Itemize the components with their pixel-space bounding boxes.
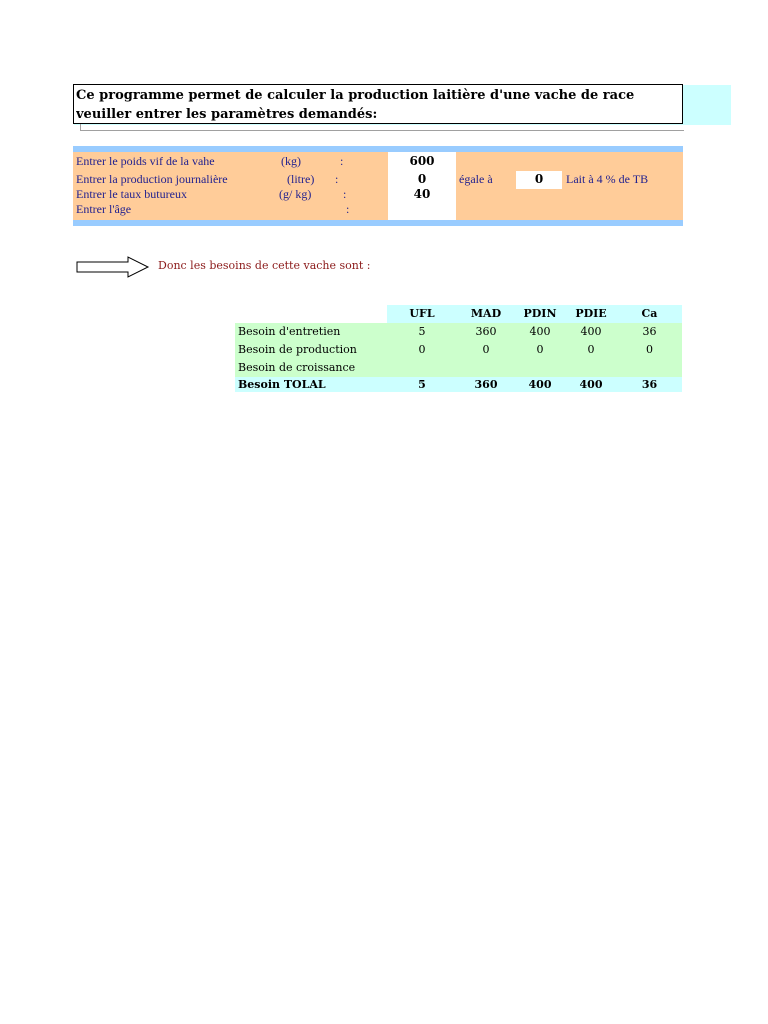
header-text — [76, 86, 682, 124]
weight-unit: (kg) — [281, 154, 301, 168]
table-row-growth — [235, 359, 682, 377]
cell-pdin: 400 — [515, 323, 565, 341]
cell-pdin: 400 — [515, 377, 565, 392]
production-colon: : — [335, 172, 339, 186]
needs-table — [235, 305, 682, 392]
butter-rate-colon: : — [343, 187, 347, 201]
needs-table-container — [235, 305, 682, 392]
cell-pdin: 0 — [515, 341, 565, 359]
cell-pdie: 0 — [565, 341, 617, 359]
table-row-maintenance — [235, 323, 682, 341]
table-header-blank — [235, 305, 387, 323]
header-banner-shadow — [80, 124, 684, 131]
column-header-mad: MAD — [457, 305, 515, 323]
production-unit: (litre) — [287, 172, 315, 186]
equal-label: égale à — [459, 172, 493, 186]
table-header-row — [235, 305, 682, 323]
row-label: Besoin de croissance — [235, 359, 387, 377]
weight-colon: : — [340, 154, 344, 168]
header-line-1: Ce programme permet de calculer la production laitière d'une vache de race — [76, 88, 635, 103]
right-arrow-icon — [76, 256, 150, 278]
cell-pdin — [515, 359, 565, 377]
conclusion-text: Donc les besoins de cette vache sont : — [158, 259, 371, 272]
row-label: Besoin TOLAL — [235, 377, 387, 392]
column-header-ca: Ca — [617, 305, 682, 323]
table-row-total — [235, 377, 682, 392]
cell-ca: 36 — [617, 377, 682, 392]
cell-ca: 36 — [617, 323, 682, 341]
row-label: Besoin de production — [235, 341, 387, 359]
cell-mad — [457, 359, 515, 377]
production-label: Entrer la production journalière — [76, 172, 228, 186]
column-header-ufl: UFL — [387, 305, 457, 323]
row-label: Besoin d'entretien — [235, 323, 387, 341]
cell-pdie: 400 — [565, 377, 617, 392]
cell-pdie: 400 — [565, 323, 617, 341]
weight-label: Entrer le poids vif de la vahe — [76, 154, 215, 168]
cell-mad: 360 — [457, 377, 515, 392]
age-label: Entrer l'âge — [76, 202, 132, 216]
cell-ufl: 5 — [387, 323, 457, 341]
cell-ufl: 5 — [387, 377, 457, 392]
butter-rate-input[interactable]: 40 — [413, 187, 431, 201]
cell-ufl — [387, 359, 457, 377]
cell-ufl: 0 — [387, 341, 457, 359]
cell-pdie — [565, 359, 617, 377]
cell-mad: 0 — [457, 341, 515, 359]
header-line-2: veuiller entrer les paramètres demandés: — [76, 107, 378, 122]
column-header-pdie: PDIE — [565, 305, 617, 323]
milk-4-percent-label: Lait à 4 % de TB — [566, 172, 649, 186]
input-block-bottom-border — [73, 220, 683, 226]
production-input[interactable]: 0 — [417, 172, 427, 186]
butter-rate-label: Entrer le taux butureux — [76, 187, 187, 201]
butter-rate-unit: (g/ kg) — [279, 187, 312, 201]
cell-ca: 0 — [617, 341, 682, 359]
cell-mad: 360 — [457, 323, 515, 341]
column-header-pdin: PDIN — [515, 305, 565, 323]
table-row-production — [235, 341, 682, 359]
cell-ca — [617, 359, 682, 377]
weight-input[interactable]: 600 — [409, 154, 435, 168]
age-colon: : — [346, 202, 350, 216]
equivalent-milk-value: 0 — [534, 172, 544, 186]
